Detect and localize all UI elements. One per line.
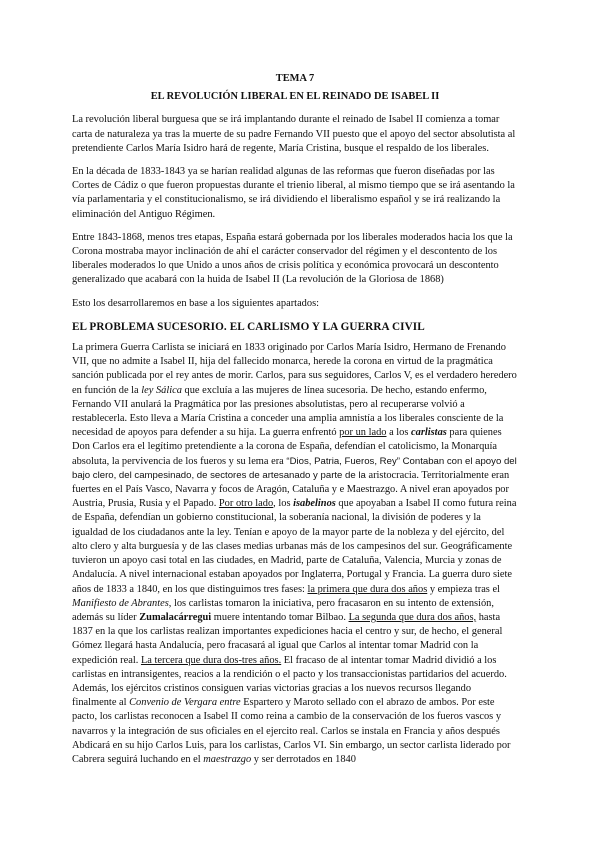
section-heading: EL PROBLEMA SUCESORIO. EL CARLISMO Y LA GUERRA CIVIL (72, 320, 425, 333)
emphasis-carlistas: carlistas (411, 427, 447, 439)
underline-primera-fase: la primera que dura dos años (307, 583, 428, 595)
body-paragraph (72, 341, 518, 767)
text-run: que apoyaban a Isabel II como futura reina de España, defendían un gobierno constitucional, la soberanía nacional, la división de poderes y la igualdad de los ciudadanos ante la ley. Tenían e apoyo de la mayor parte de la nobleza y del ejército, del alto clero y alta burguesía y de las clases medias urbanas más de los campesinos del sur. Geográficamente tuvieron un apoyo casi total en las ciudades, en Madrid, parte de Cataluña, Valencia, Murcia y zonas de Andalucía. A nivel internacional estaban apoyados por Inglaterra, Portugal y Francia. La guerra duro siete años de 1833 a 1840, en los que distinguimos tres fases: (72, 498, 517, 595)
text-run: y ser derrotados en 1840 (251, 753, 356, 765)
text-run: muere intentando tomar Bilbao. (211, 611, 349, 623)
emphasis-maestrazgo: maestrazgo (203, 753, 252, 765)
intro-paragraph-4: Esto los desarrollaremos en base a los siguientes apartados: (72, 297, 320, 309)
motto-and-support-text: “Dios, Patria, Fueros, Rey” Contaban con el apoyo del bajo clero, del campesinado, de sectores de artesanado y parte de la (72, 455, 517, 481)
underline-tercera-fase: La tercera que dura dos-tres años. (140, 654, 282, 666)
underline-segunda-fase: La segunda que dura dos años, (348, 611, 477, 623)
document-subtitle: EL REVOLUCIÓN LIBERAL EN EL REINADO DE ISABEL II (150, 91, 440, 103)
intro-paragraph-3: Entre 1843-1868, menos tres etapas, España estará gobernada por los liberales moderados hacia los que la Corona mostraba mayor inclinación de ahí el carácter conservador del régimen y el descontento de los liberales moderados lo que Unido a unos años de crisis política y económica provocará un descontento generalizado que acabará con la huida de Isabel II (La revolución de la Gloriosa de 1868) (72, 231, 513, 286)
emphasis-isabelinos: isabelinos (293, 498, 336, 510)
intro-paragraph-2: En la década de 1833-1843 ya se harían realidad algunas de las reformas que fueron diseñadas por las Cortes de Cádiz o que fueron propuestas durante el trienio liberal, al mismo tiempo que se irá asentando la vía parlamentaria y el constitucionalismo, se irá dividiendo el liberalismo español y se irá realizando la eliminación del Antiguo Régimen. (72, 166, 515, 220)
text-run: hasta 1837 en la que los carlistas realizan importantes expediciones hacia el centro y sur, de hecho, el general Gómez llegará hasta Andalucía, pero fracasará al igual que Carlos al intentar tomar Madrid con la expedición real. (72, 611, 503, 666)
text-run: El fracaso de al intentar tomar Madrid dividió a los carlistas en intransigentes, reacios a la rendición o el pacto y los transaccionistas partidarios del acuerdo. Además, los ejércitos cristinos consiguen varias victorias gracias a los nuevos recursos llegando finalmente al (72, 654, 507, 709)
text-run: para quienes Don Carlos era el legítimo pretendiente a la corona de España, defendían el catolicismo, la Monarquía absoluta, la pervivencia de los fueros y su lema era (72, 427, 502, 467)
text-run: , los carlistas tomaron la iniciativa, pero fracasaron en su intento de extensión, además su líder (72, 597, 494, 623)
text-run: que excluía a las mujeres de línea sucesoria. De hecho, estando enfermo, Fernando VII anulará la Pragmática por las presiones absolutistas, pero al recuperarse volvió a restablecerla. Esto lleva a María Cristina a conceder una amplia amnistía a los liberales consciente de la necesidad de apoyos para defender a su hija. La guerra enfrentó (72, 384, 504, 439)
emphasis-ley-salica: ley Sálica (141, 384, 182, 396)
underline-por-un-lado: por un lado (339, 427, 387, 439)
text-run: Espartero y Maroto sellado con el abrazo de ambos. Por este pacto, los carlistas reconocen a Isabel II como reina a cambio de la conservación de los fueros vascos y navarros y la integración de sus oficiales en el ejercito real. Carlos se instala en Francia y años después Abdicará en su hijo Carlos Luis, para los carlistas, Carlos VI. Sin embargo, un sector carlista liderado por Cabrera seguirá luchando en el (72, 697, 511, 765)
intro-paragraph-1: La revolución liberal burguesa que se irá implantando durante el reinado de Isabel II comienza a tomar carta de naturaleza ya tras la muerte de su padre Fernando VII puesto que el apoyo del sector absolutista al pretendiente Carlos María Isidro hará de regente, María Cristina, busque el respaldo de los liberales. (72, 114, 516, 154)
document-title: TEMA 7 (275, 73, 315, 84)
text-run: a los (386, 427, 412, 439)
emphasis-convenio-vergara: Convenio de Vergara entre (129, 697, 241, 709)
underline-por-otro-lado: Por otro lado (218, 498, 274, 510)
text-run: La primera Guerra Carlista se iniciará en 1833 originado por Carlos María Isidro, Hermano de Frenando VII, que no admite a Isabel II, hija del fallecido monarca, herede la corona en virtud de la pragmática sanción publicada por el rey antes de morir. Carlos, para sus seguidores, Carlos V, es el verdadero heredero en función de la (72, 342, 517, 396)
emphasis-zumalacarregui: Zumalacárregui (139, 611, 212, 623)
text-run: aristocracia. Territorialmente eran fuertes en el País Vasco, Navarra y focos de Aragón, Cataluña y e Maestrazgo. A nivel eran apoyados por Austria, Prusia, Rusia y el Papado. (72, 469, 510, 510)
text-run: y empieza tras el (427, 583, 500, 595)
emphasis-manifiesto-abrantes: Manifiesto de Abrantes (72, 597, 169, 609)
text-run: , los (273, 498, 294, 510)
